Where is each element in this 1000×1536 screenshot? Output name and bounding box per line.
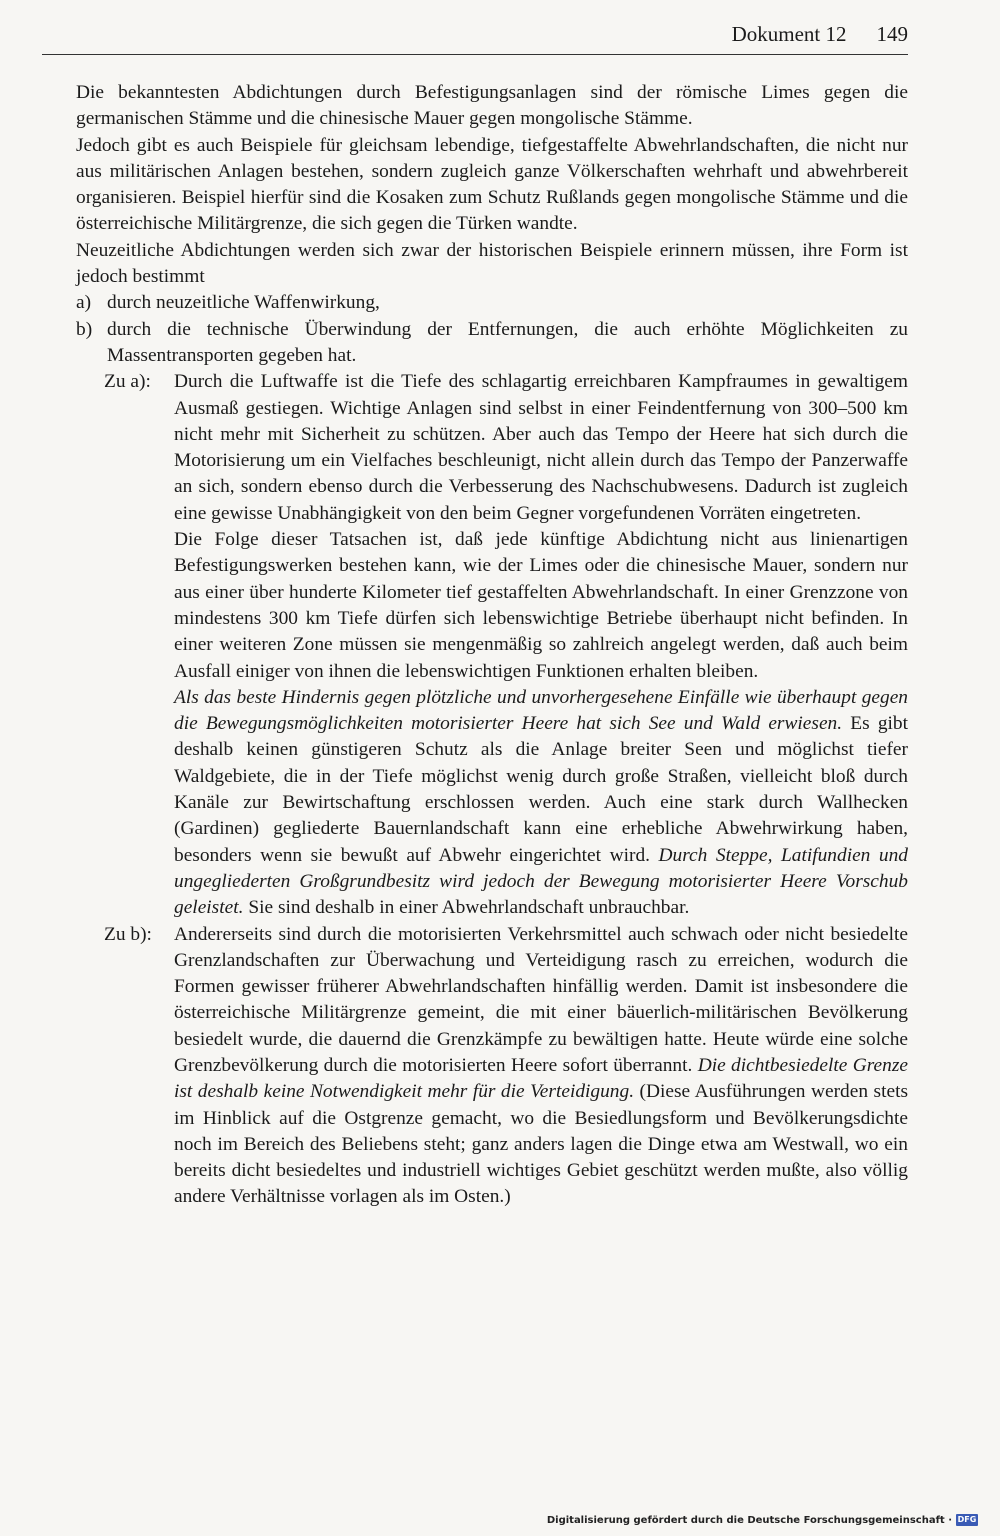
paragraph: Die bekanntesten Abdichtungen durch Befestigungsanlagen sind der römische Limes gegen die germanischen Stämme und die chinesische Mauer gegen mongolische Stämme.: [76, 82, 908, 130]
paragraph: Die Folge dieser Tatsachen ist, daß jede künftige Abdichtung nicht aus linienartigen Befestigungswerken bestehen kann, wie der Limes oder die chinesische Mauer, sondern nur aus einer über hunderte Kilometer tief gestaffelten Abwehrlandschaft. In einer Grenzzone von mindestens 300 km Tiefe dürfen sich lebenswichtige Betriebe überhaupt nicht befinden. In einer weiteren Zone müssen sie mengenmäßig so zahlreich angelegt werden, daß auch beim Ausfall einiger von ihnen die lebenswichtigen Funktionen erhalten bleiben.: [174, 529, 908, 682]
paragraph: Jedoch gibt es auch Beispiele für gleichsam lebendige, tiefgestaffelte Abwehrlandschaften, die nicht nur aus militärischen Anlagen bestehen, sondern zugleich ganze Völkerschaften wehrhaft und abwehrbereit organisieren. Beispiel hierfür sind die Kosaken zum Schutz Rußlands gegen mongolische Stämme und die österreichische Militärgrenze, die sich gegen die Türken wandte.: [76, 134, 908, 235]
header-rule: [42, 54, 908, 55]
italic-text: Durch Steppe, Latifundien und ungegliederten Großgrundbesitz wird jedoch der Bewegung motorisierter Heere Vorschub geleistet.: [174, 844, 909, 919]
list-label: a): [76, 292, 92, 314]
paragraph: Neuzeitliche Abdichtungen werden sich zwar der historischen Beispiele erinnern müssen, ihre Form ist jedoch bestimmt: [76, 239, 908, 288]
page-number: 149: [876, 22, 908, 46]
list-text: durch neuzeitliche Waffenwirkung,: [107, 292, 380, 314]
document-title: Dokument 12: [731, 22, 847, 46]
paragraph: [174, 685, 908, 922]
text: (Diese Ausführungen werden stets im Hinblick auf die Ostgrenze gemacht, wo die Besiedlungsform und Bevölkerungsdichte noch im Bereich des Beliebens steht; ganz anders lagen die Dinge etwa am Westwall, wo ein bereits dicht besiedeltes und industriell wichtiges Gebiet geschützt werden mußte, also völlig andere Verhältnisse vorlagen als im Osten.): [174, 1081, 909, 1208]
italic-text: Als das beste Hindernis gegen plötzliche und unvorhergesehene Einfälle wie überhaupt gegen die Bewegungsmöglichkeiten motorisierter Heere hat sich See und Wald erwiesen.: [174, 686, 908, 735]
text: Es gibt deshalb keinen günstigeren Schutz als die Anlage breiter Seen und möglichst tiefer Waldgebiete, die in der Tiefe möglichst wenig durch große Straßen, vielleicht bloß durch Kanäle zur Bewirtschaftung erschlossen werden. Auch eine stark durch Wallhecken (Gardinen) gegliederte Bauernlandschaft kann eine erhebliche Abwehrwirkung haben, besonders wenn sie bewußt auf Abwehr eingerichtet wird.: [174, 713, 908, 866]
list-text: durch die technische Überwindung der Entfernungen, die auch erhöhte Möglichkeiten zu Massentransporten gegeben hat.: [107, 318, 908, 366]
dfg-logo: DFG: [957, 1515, 977, 1524]
list-item-a: [76, 290, 908, 316]
section-label: Zu b):: [104, 923, 152, 945]
text: Sie sind deshalb in einer Abwehrlandschaft unbrauchbar.: [243, 897, 690, 919]
list-label: b): [76, 318, 93, 340]
section-zu-a: [104, 369, 908, 921]
section-label: Zu a):: [104, 371, 151, 393]
digitization-footer: [547, 1514, 978, 1526]
paragraph: [174, 922, 908, 1211]
list-item-b: [76, 317, 908, 370]
page-header: [0, 22, 908, 47]
footer-text: Digitalisierung gefördert durch die Deutsche Forschungsgemeinschaft ·: [546, 1514, 952, 1526]
section-zu-b: [104, 922, 908, 1211]
italic-text: Die dichtbesiedelte Grenze ist deshalb keine Notwendigkeit mehr für die Verteidigung.: [174, 1054, 908, 1103]
text: Andererseits sind durch die motorisierten Verkehrsmittel auch schwach oder nicht besiedelte Grenzlandschaften zur Überwachung und Verteidigung rasch zu erreichen, wodurch die Formen gewisser früherer Abwehrlandschaften hinfällig werden. Damit ist insbesondere die österreichische Militärgrenze gemeint, die mit einer bäuerlich-militärischen Bevölkerung besiedelt wurde, die dauernd die Grenzkämpfe zu bewältigen hatte. Heute würde eine solche Grenzbevölkerung durch die motorisierten Heere sofort überrannt.: [174, 923, 908, 1076]
paragraph: Durch die Luftwaffe ist die Tiefe des schlagartig erreichbaren Kampfraumes in gewaltigem Ausmaß gestiegen. Wichtige Anlagen sind selbst in einer Feindentfernung von 300–500 km nicht mehr mit Sicherheit zu schützen. Aber auch das Tempo der Heere hat sich durch die Motorisierung um ein Vielfaches beschleunigt, nicht allein durch das Tempo der Panzerwaffe an sich, sondern ebenso durch die Verbesserung des Nachschubwesens. Dadurch ist zugleich eine gewisse Unabhängigkeit von den beim Gegner vorgefundenen Vorräten eingetreten.: [174, 371, 908, 524]
document-body: [76, 80, 908, 1211]
